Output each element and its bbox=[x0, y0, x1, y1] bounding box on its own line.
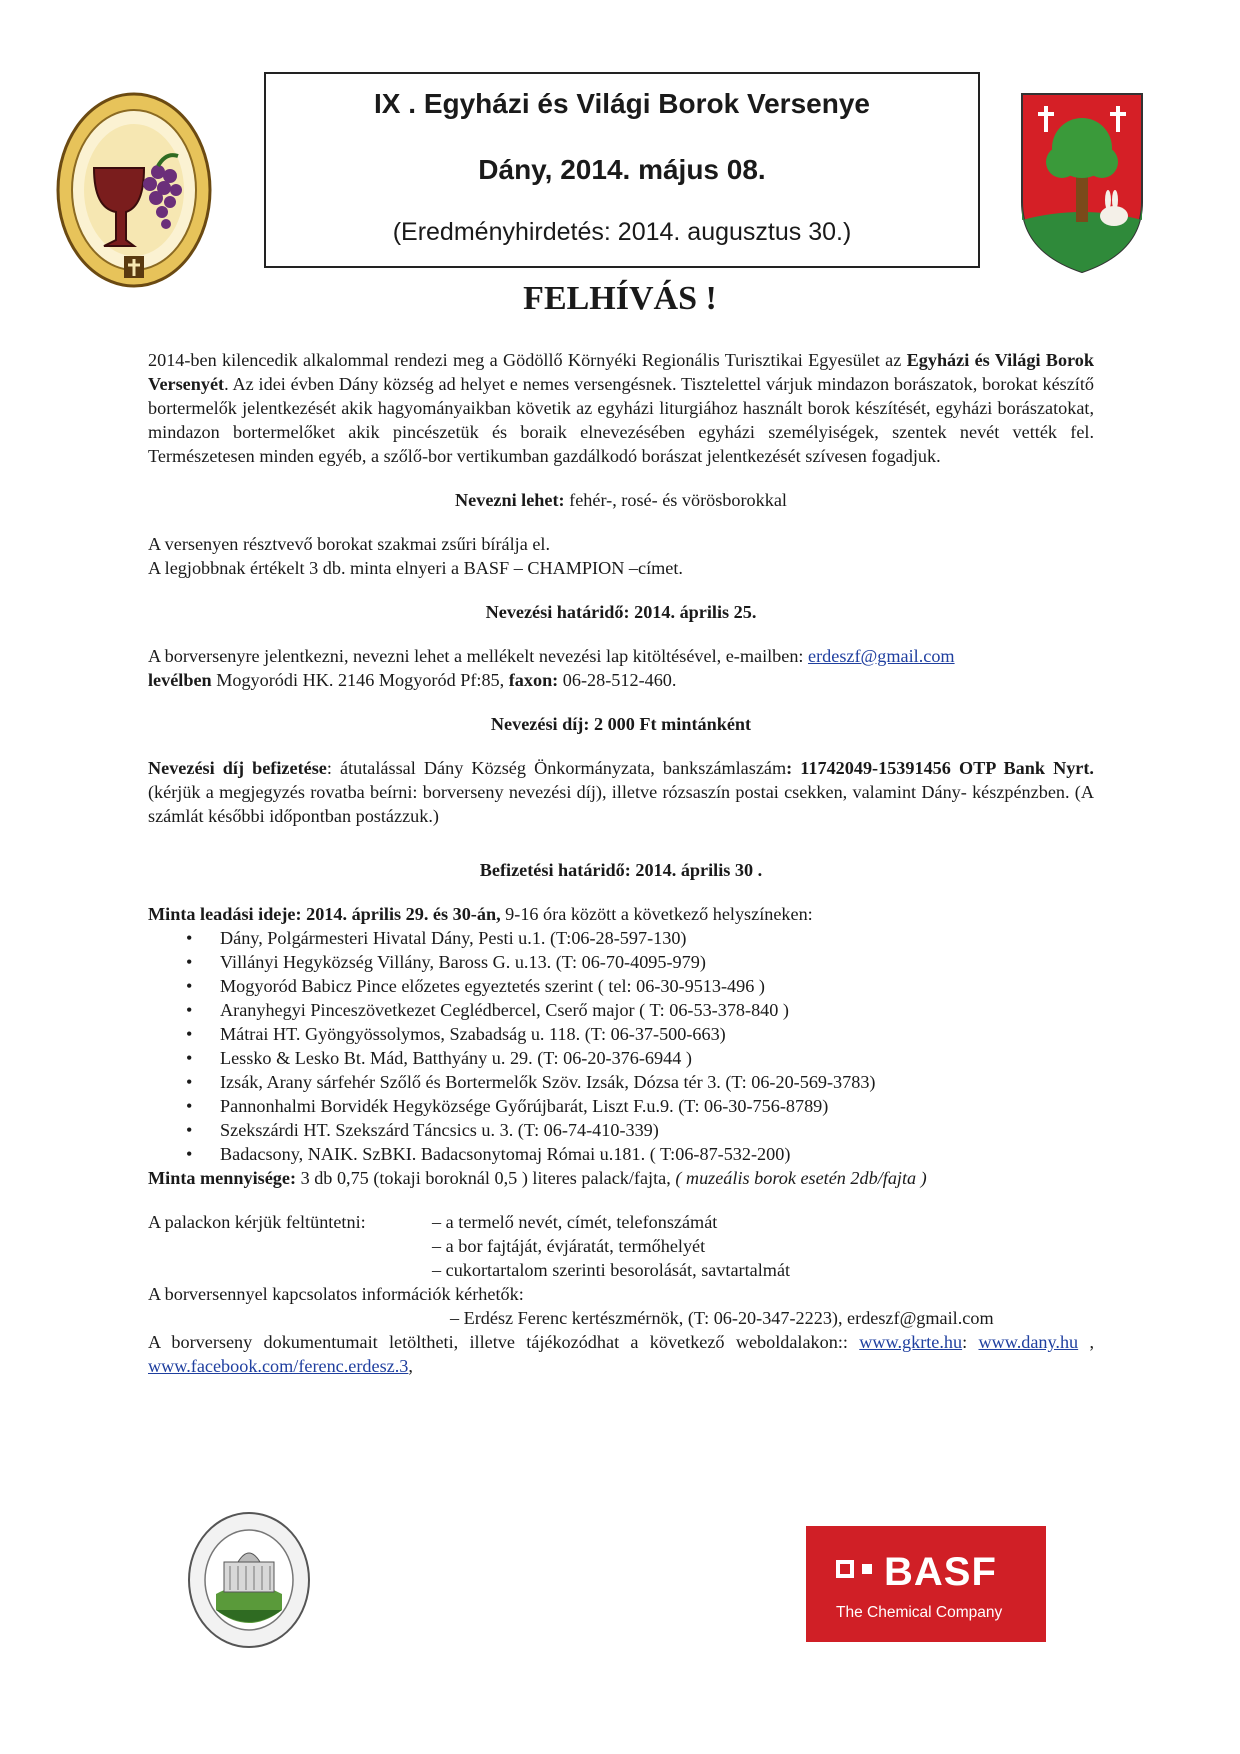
nevezni-line bbox=[148, 488, 1094, 512]
title-line-1: IX . Egyházi és Világi Borok Versenye bbox=[374, 88, 870, 119]
levelben-label: levélben bbox=[148, 670, 212, 690]
location-list bbox=[148, 926, 1094, 1166]
basf-tagline: The Chemical Company bbox=[836, 1604, 1003, 1621]
list-item: – a termelő nevét, címét, telefonszámát bbox=[432, 1212, 718, 1232]
page-heading: FELHÍVÁS ! bbox=[523, 280, 717, 317]
list-item: • Izsák, Arany sárfehér Szőlő és Bortermelők Szöv. Izsák, Dózsa tér 3. (T: 06-20-569-3783) bbox=[220, 1070, 1094, 1094]
fee-payment-label: Nevezési díj befizetése bbox=[148, 758, 327, 778]
quantity-label: Minta mennyisége: bbox=[148, 1168, 297, 1188]
registration-text-1: A borversenyre jelentkezni, nevezni lehet a mellékelt nevezési lap kitöltésével, e-mailben: bbox=[148, 646, 809, 666]
bank-account: : 11742049-15391456 OTP Bank Nyrt. bbox=[786, 758, 1094, 778]
facebook-link[interactable]: www.facebook.com/ferenc.erdesz.3 bbox=[148, 1356, 409, 1376]
bottle-items bbox=[432, 1210, 790, 1282]
documents-text: A borverseny dokumentumait letöltheti, illetve tájékozódhat a következő weboldalakon:: bbox=[148, 1332, 860, 1352]
fee-payment-text-1: : átutalással Dány Község Önkormányzata, bankszámlaszám bbox=[326, 758, 787, 778]
list-item: • Badacsony, NAIK. SzBKI. Badacsonytomaj Római u.181. ( T:06-87-532-200) bbox=[220, 1142, 1094, 1166]
nevezni-text: fehér-, rosé- és vörösborokkal bbox=[564, 490, 787, 510]
dany-coat-of-arms-icon bbox=[1018, 92, 1146, 274]
document-body bbox=[148, 348, 1094, 1378]
registration-address: Mogyoródi HK. 2146 Mogyoród Pf:85, bbox=[211, 670, 509, 690]
fee-payment-text-2: (kérjük a megjegyzés rovatba beírni: borverseny nevezési díj), illetve rózsaszín postai csekken, valamint Dány- készpénzben. (A számlát későbbi időpontban postázzuk.) bbox=[148, 782, 1094, 826]
separator: : bbox=[962, 1332, 979, 1352]
quantity-note: ( muzeális borok esetén 2db/fajta ) bbox=[675, 1168, 927, 1188]
fee-title: Nevezési díj: 2 000 Ft mintánként bbox=[490, 714, 752, 734]
title-line-3: (Eredményhirdetés: 2014. augusztus 30.) bbox=[392, 218, 852, 246]
bottle-requirements bbox=[148, 1210, 1094, 1282]
separator: , bbox=[1078, 1332, 1094, 1352]
intro-text-2: . Az idei évben Dány község ad helyet e nemes versengésnek. Tisztelettel várjuk mindazon borászatok, borokat készítő bortermelők jelentkezését akik hagyományaikban követik az egyházi liturgiához használt borok készítését, egyházi borászatokat, mindazon bortermelőket akik pincészetük és boraik elnevezésében egyházi személyiségek, szentek nevét vették fel. Természetesen minden egyéb, a szőlő-bor vertikumban gazdálkodó borászat jelentkezését szívesen fogadjuk. bbox=[148, 374, 1094, 466]
quantity-text: 3 db 0,75 (tokaji boroknál 0,5 ) literes palack/fajta, bbox=[296, 1168, 676, 1188]
godollo-regional-tourism-seal-icon bbox=[186, 1510, 312, 1650]
basf-brand: BASF bbox=[884, 1550, 997, 1594]
sample-drop-label: Minta leadási ideje: 2014. április 29. és 30-án, bbox=[148, 904, 501, 924]
list-item: • Mátrai HT. Gyöngyössolymos, Szabadság u. 118. (T: 06-37-500-663) bbox=[220, 1022, 1094, 1046]
list-item: • Villányi Hegyközség Villány, Baross G. u.13. (T: 06-70-4095-979) bbox=[220, 950, 1094, 974]
registration-paragraph bbox=[148, 644, 1094, 692]
gkrte-link[interactable]: www.gkrte.hu bbox=[859, 1332, 963, 1352]
nevezni-label: Nevezni lehet: bbox=[455, 490, 565, 510]
title-box bbox=[264, 72, 980, 268]
wine-chalice-grapes-seal-icon bbox=[54, 90, 214, 290]
dany-link[interactable]: www.dany.hu bbox=[978, 1332, 1079, 1352]
list-item: • Lessko & Lesko Bt. Mád, Batthyány u. 29. (T: 06-20-376-6944 ) bbox=[220, 1046, 1094, 1070]
contact-line: – Erdész Ferenc kertészmérnök, (T: 06-20-347-2223), erdeszf@gmail.com bbox=[450, 1308, 994, 1328]
payment-deadline: Befizetési határidő: 2014. április 30 . bbox=[479, 860, 763, 880]
sample-drop-text: 9-16 óra között a következő helyszíneken: bbox=[500, 904, 813, 924]
intro-paragraph bbox=[148, 348, 1094, 468]
trailing-comma: , bbox=[408, 1356, 413, 1376]
list-item: • Dány, Polgármesteri Hivatal Dány, Pesti u.1. (T:06-28-597-130) bbox=[220, 926, 1094, 950]
intro-text-1: 2014-ben kilencedik alkalommal rendezi meg a Gödöllő Környéki Regionális Turisztikai Egyesület az bbox=[148, 350, 907, 370]
list-item: • Mogyoród Babicz Pince előzetes egyeztetés szerint ( tel: 06-30-9513-496 ) bbox=[220, 974, 1094, 998]
documents-paragraph bbox=[148, 1330, 1094, 1378]
fax-label: faxon: bbox=[508, 670, 559, 690]
basf-square-outline-icon bbox=[836, 1560, 854, 1578]
email-link[interactable]: erdeszf@gmail.com bbox=[808, 646, 955, 666]
list-item: – cukortartalom szerinti besorolását, savtartalmát bbox=[432, 1260, 791, 1280]
title-line-2: Dány, 2014. május 08. bbox=[478, 154, 766, 185]
info-label: A borversennyel kapcsolatos információk kérhetők: bbox=[148, 1284, 524, 1304]
basf-square-solid-icon bbox=[862, 1564, 872, 1574]
bottle-label: A palackon kérjük feltüntetni: bbox=[148, 1212, 366, 1232]
jury-line-1: A versenyen résztvevő borokat szakmai zsűri bírálja el. bbox=[148, 534, 550, 554]
fee-payment-paragraph bbox=[148, 756, 1094, 828]
basf-logo bbox=[806, 1526, 1046, 1642]
list-item: • Pannonhalmi Borvidék Hegyközsége Győrújbarát, Liszt F.u.9. (T: 06-30-756-8789) bbox=[220, 1094, 1094, 1118]
sample-drop-line bbox=[148, 902, 1094, 926]
fax-number: 06-28-512-460. bbox=[558, 670, 677, 690]
list-item: • Szekszárdi HT. Szekszárd Táncsics u. 3. (T: 06-74-410-339) bbox=[220, 1118, 1094, 1142]
list-item: • Aranyhegyi Pinceszövetkezet Ceglédbercel, Cserő major ( T: 06-53-378-840 ) bbox=[220, 998, 1094, 1022]
jury-line-2: A legjobbnak értékelt 3 db. minta elnyeri a BASF – CHAMPION –címet. bbox=[148, 558, 683, 578]
list-item: – a bor fajtáját, évjáratát, termőhelyét bbox=[432, 1236, 706, 1256]
quantity-line bbox=[148, 1166, 1094, 1190]
registration-deadline: Nevezési határidő: 2014. április 25. bbox=[485, 602, 757, 622]
competition-name: Egyházi és Világi Borok Versenyét bbox=[148, 350, 1094, 394]
